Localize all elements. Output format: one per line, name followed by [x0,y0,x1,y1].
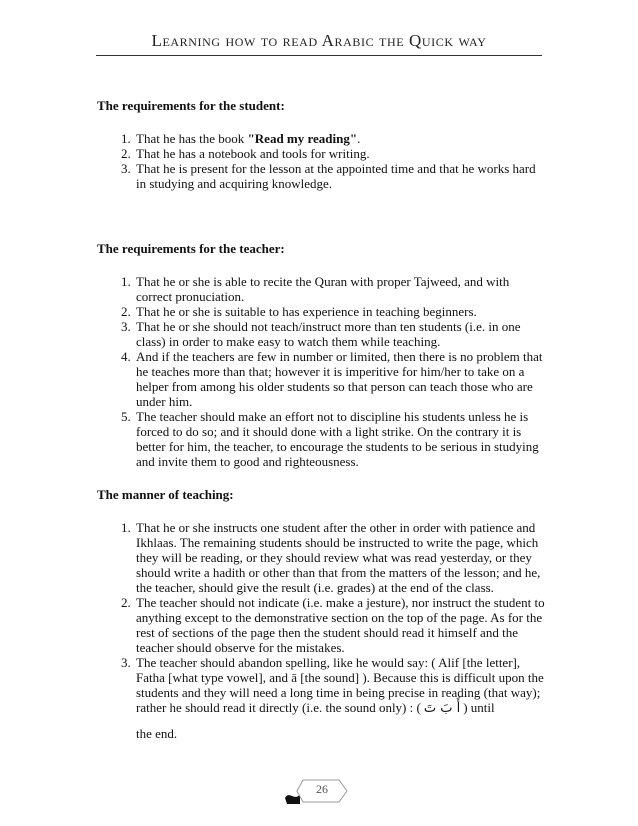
list-item: 1. That he or she instructs one student after the other in order with patience and Ikhlaas. The remaining students should be instructed to write the page, which they will be reading, or they should review what was read yesterday, or they should write a hadith or other than that from the matters of the lesson; and he, the teacher, should give the result (i.e. grades) at the end of the class. [134,520,545,595]
manner-of-teaching-heading: The manner of teaching: [97,487,234,502]
list-item: 1. That he has the book "Read my reading". [134,131,545,146]
page-body [97,98,545,741]
manner-of-teaching-list [97,520,545,741]
list-item: 2. That he has a notebook and tools for writing. [134,146,545,161]
list-item: 5. The teacher should make an effort not to discipline his students unless he is forced to do so; and it should done with a light strike. On the contrary it is better for him, the teacher, to encourage the students to be serious in studying and invite them to good and righteousness. [134,409,545,469]
page-header-title: Learning how to read Arabic the Quick way [151,31,487,50]
list-item: 2. The teacher should not indicate (i.e. make a jesture), nor instruct the student to anything except to the demonstrative section on the top of the page. As for the rest of sections of the page then the student should read it himself and the teacher should observe for the mistakes. [134,595,545,655]
teacher-requirements-list [97,274,545,469]
student-requirements-heading: The requirements for the student: [97,98,285,113]
list-item: 3. That he or she should not teach/instruct more than ten students (i.e. in one class) in order to make easy to watch them while teaching. [134,319,545,349]
list-item: 3. The teacher should abandon spelling, like he would say: ( Alif [the letter], Fatha [what type vowel], and ā [the sound] ). Because this is difficult upon the students and they will need a long time in being precise in reading (that way); rather he should read it directly (i.e. the sound only) : ( أَ بَ تَ ) until the end. [134,655,545,741]
header-rule [96,55,542,56]
list-item: 3. That he is present for the lesson at the appointed time and that he works hard in studying and acquiring knowledge. [134,161,545,191]
arabic-letters: أَ بَ تَ [423,701,461,716]
list-item: 1. That he or she is able to recite the Quran with proper Tajweed, and with correct pronuciation. [134,274,545,304]
list-item: 2. That he or she is suitable to has experience in teaching beginners. [134,304,545,319]
teacher-requirements-heading: The requirements for the teacher: [97,241,285,256]
list-item: 4. And if the teachers are few in number or limited, then there is no problem that he teaches more than that; however it is imperitive for him/her to take on a helper from among his older students so that person can teach those who are under him. [134,349,545,409]
page-number: 26 [316,782,328,796]
student-requirements-list [97,131,545,191]
